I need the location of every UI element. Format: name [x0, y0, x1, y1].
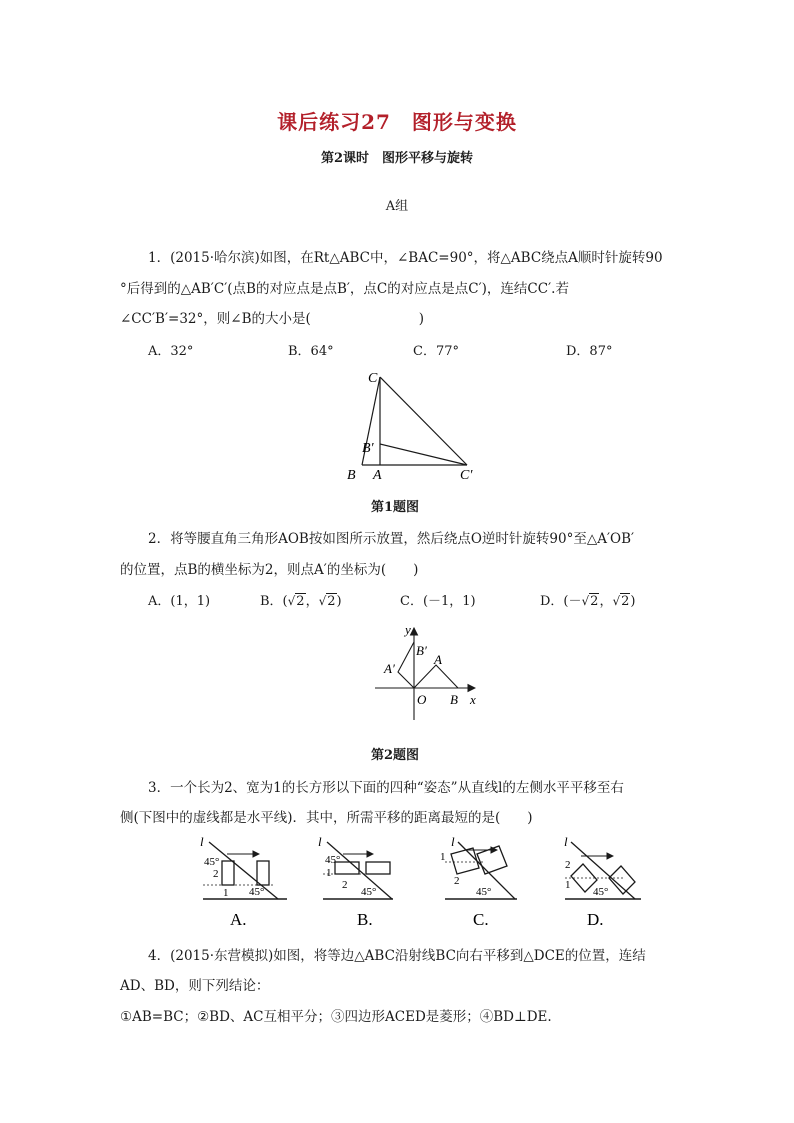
- q1-side-cc-prime: [380, 377, 467, 465]
- svg-text:1: 1: [565, 879, 571, 891]
- q1-option-b: B．64°: [288, 344, 334, 359]
- q1-caption: 第1题图: [371, 500, 420, 515]
- q2-label-o: O: [417, 692, 427, 707]
- page-title: 课后练习27 图形与变换: [277, 110, 517, 134]
- q2-option-b: B．(√2，√2): [260, 594, 342, 609]
- svg-text:45°: 45°: [204, 856, 220, 868]
- q1-side-b-prime-c-prime: [380, 444, 467, 465]
- svg-text:1: 1: [440, 851, 446, 863]
- svg-text:45°: 45°: [593, 886, 609, 898]
- q1-label-a: A: [373, 468, 382, 483]
- q2-label-b-prime: B′: [416, 643, 427, 658]
- q3-label-c: C.: [473, 910, 489, 929]
- svg-text:45°: 45°: [361, 886, 377, 898]
- q3-label-b: B.: [357, 910, 373, 929]
- svg-text:45°: 45°: [249, 886, 265, 898]
- q2-label-b: B: [450, 692, 458, 707]
- q2-label-x: x: [470, 692, 476, 707]
- svg-text:2: 2: [342, 879, 348, 891]
- q1-label-c-prime: C′: [460, 468, 473, 483]
- q3-panel-b: [318, 834, 393, 929]
- q1-option-a: A．32°: [148, 344, 194, 359]
- q1-option-c: C．77°: [413, 344, 459, 359]
- q1-line-3: ∠CC′B′=32°，则∠B的大小是( ): [120, 311, 425, 327]
- q2-option-c: C．(－1，1): [400, 594, 476, 609]
- q3-panel-a: [200, 834, 287, 929]
- q3-panel-d: [564, 834, 641, 929]
- group-label: A组: [385, 199, 409, 214]
- q1-line-1: 1．(2015·哈尔滨)如图，在Rt△ABC中，∠BAC=90°，将△ABC绕点A顺时针旋转90: [148, 250, 663, 266]
- q2-option-d: D．(－√2，√2): [540, 594, 636, 609]
- q1-figure: [335, 362, 485, 484]
- svg-text:l: l: [451, 834, 455, 849]
- svg-text:l: l: [564, 834, 568, 849]
- q1-label-b: B: [347, 468, 356, 483]
- q2-label-y: y: [405, 622, 411, 637]
- svg-text:45°: 45°: [476, 886, 492, 898]
- q4-line-3: ①AB=BC；②BD、AC互相平分；③四边形ACED是菱形；④BD⊥DE.: [120, 1009, 552, 1025]
- q3-figure: [195, 832, 665, 932]
- q2-label-a: A: [434, 652, 442, 667]
- q2-option-a: A．(1，1): [148, 594, 211, 609]
- q1-label-c: C: [368, 371, 378, 386]
- page-subtitle: 第2课时 图形平移与旋转: [320, 151, 474, 166]
- svg-text:45°: 45°: [325, 854, 341, 866]
- svg-text:2: 2: [454, 875, 460, 887]
- q3-line-2: 侧(下图中的虚线都是水平线)．其中，所需平移的距离最短的是( ): [120, 810, 533, 826]
- q4-line-2: AD、BD，则下列结论：: [120, 978, 270, 994]
- q4-line-1: 4．(2015·东营模拟)如图，将等边△ABC沿射线BC向右平移到△DCE的位置，连结: [148, 948, 646, 964]
- q2-caption: 第2题图: [371, 748, 420, 763]
- q1-option-d: D．87°: [566, 344, 613, 359]
- svg-text:1: 1: [326, 867, 332, 879]
- q3-label-d: D.: [587, 910, 604, 929]
- q2-line-1: 2．将等腰直角三角形AOB按如图所示放置，然后绕点O逆时针旋转90°至△A′OB′: [148, 531, 635, 547]
- q3-panel-c: [440, 834, 517, 929]
- svg-text:2: 2: [565, 859, 571, 871]
- svg-text:1: 1: [223, 887, 229, 899]
- q2-figure: [370, 620, 490, 725]
- svg-text:2: 2: [213, 868, 219, 880]
- q1-label-b-prime: B′: [362, 441, 374, 456]
- svg-text:l: l: [318, 834, 322, 849]
- q2-triangle-a-prime-o-b-prime: [398, 642, 414, 688]
- q2-triangle-aob: [414, 665, 458, 688]
- q3-label-a: A.: [230, 910, 247, 929]
- q3-line-1: 3．一个长为2、宽为1的长方形以下面的四种“姿态”从直线l的左侧水平平移至右: [148, 780, 624, 796]
- q2-label-a-prime: A′: [384, 661, 395, 676]
- svg-text:l: l: [200, 834, 204, 849]
- q1-line-2: °后得到的△AB′C′(点B的对应点是点B′，点C的对应点是点C′)，连结CC′.若: [120, 281, 569, 297]
- q2-line-2: 的位置，点B的横坐标为2，则点A′的坐标为( ): [120, 562, 419, 578]
